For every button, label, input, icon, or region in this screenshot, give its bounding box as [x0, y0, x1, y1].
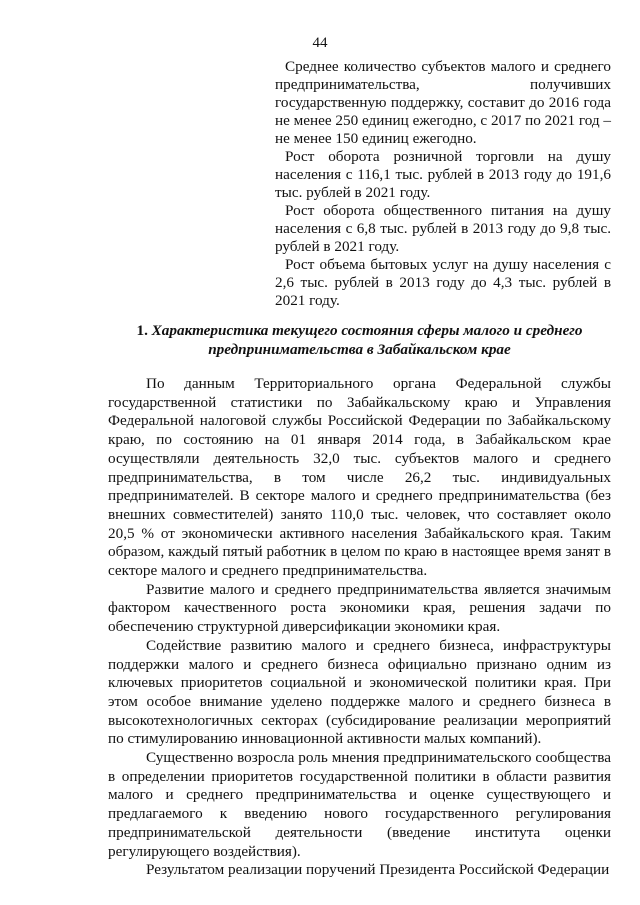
- body-paragraph: Результатом реализации поручений Президента Российской Федерации: [146, 861, 610, 879]
- body-paragraph: По данным Территориального органа Федеральной службы государственной статистики по Забайкальскому краю и Управления Федеральной налоговой службы Российской Федерации по Забайкальскому краю, по состоянию на 01 января 2014 года, в Забайкальском крае осуществляли деятельность 32,0 тыс. субъектов малого и среднего предпринимательства, в том числе 26,2 тыс. индивидуальных предпринимателей. В секторе малого и среднего предпринимательства (без внешних совместителей) занято 110,0 тыс. человек, что составляет около 20,5 % от экономически активного населения Забайкальского края. Таким образом, каждый пятый работник в целом по краю в настоящее время занят в секторе малого и среднего предпринимательства.: [108, 375, 611, 580]
- section-heading: [108, 321, 611, 359]
- section-number: 1.: [136, 322, 148, 339]
- indicator-item: Рост оборота общественного питания на душу населения с 6,8 тыс. рублей в 2013 году до 9,8 тыс. рублей в 2021 году.: [275, 202, 611, 255]
- indicator-item: Рост объема бытовых услуг на душу населения с 2,6 тыс. рублей в 2013 году до 4,3 тыс. рублей в 2021 году.: [275, 256, 611, 309]
- indicator-item: Среднее количество субъектов малого и среднего предпринимательства, получивших государственную поддержку, составит до 2016 года не менее 250 единиц ежегодно, с 2017 по 2021 год – не менее 150 единиц ежегодно.: [275, 58, 611, 147]
- indicator-item: Рост оборота розничной торговли на душу населения с 116,1 тыс. рублей в 2013 году до 191,6 тыс. рублей в 2021 году.: [275, 148, 611, 201]
- section-body: [108, 375, 611, 880]
- section-title: Характеристика текущего состояния сферы малого и среднего предпринимательства в Забайкальском крае: [151, 322, 583, 358]
- target-indicators-list: [275, 58, 611, 310]
- body-paragraph: Развитие малого и среднего предпринимательства является значимым фактором качественного роста экономики края, решения задачи по обеспечению структурной диверсификации экономики края.: [108, 580, 611, 636]
- body-paragraph: Содействие развитию малого и среднего бизнеса, инфраструктуры поддержки малого и среднего бизнеса официально признано одним из ключевых приоритетов социальной и экономической политики края. При этом особое внимание уделено поддержке малого и среднего бизнеса в высокотехнологичных секторах (субсидирование реализации мероприятий по стимулированию инновационной активности малых компаний).: [108, 636, 611, 748]
- body-paragraph: Существенно возросла роль мнения предпринимательского сообщества в определении приоритетов государственной политики в области развития малого и среднего предпринимательства и оценке существующего и предлагаемого к введению нового государственного регулирования предпринимательской деятельности (введение института оценки регулирующего воздействия).: [108, 749, 611, 860]
- page-number: 44: [312, 35, 328, 51]
